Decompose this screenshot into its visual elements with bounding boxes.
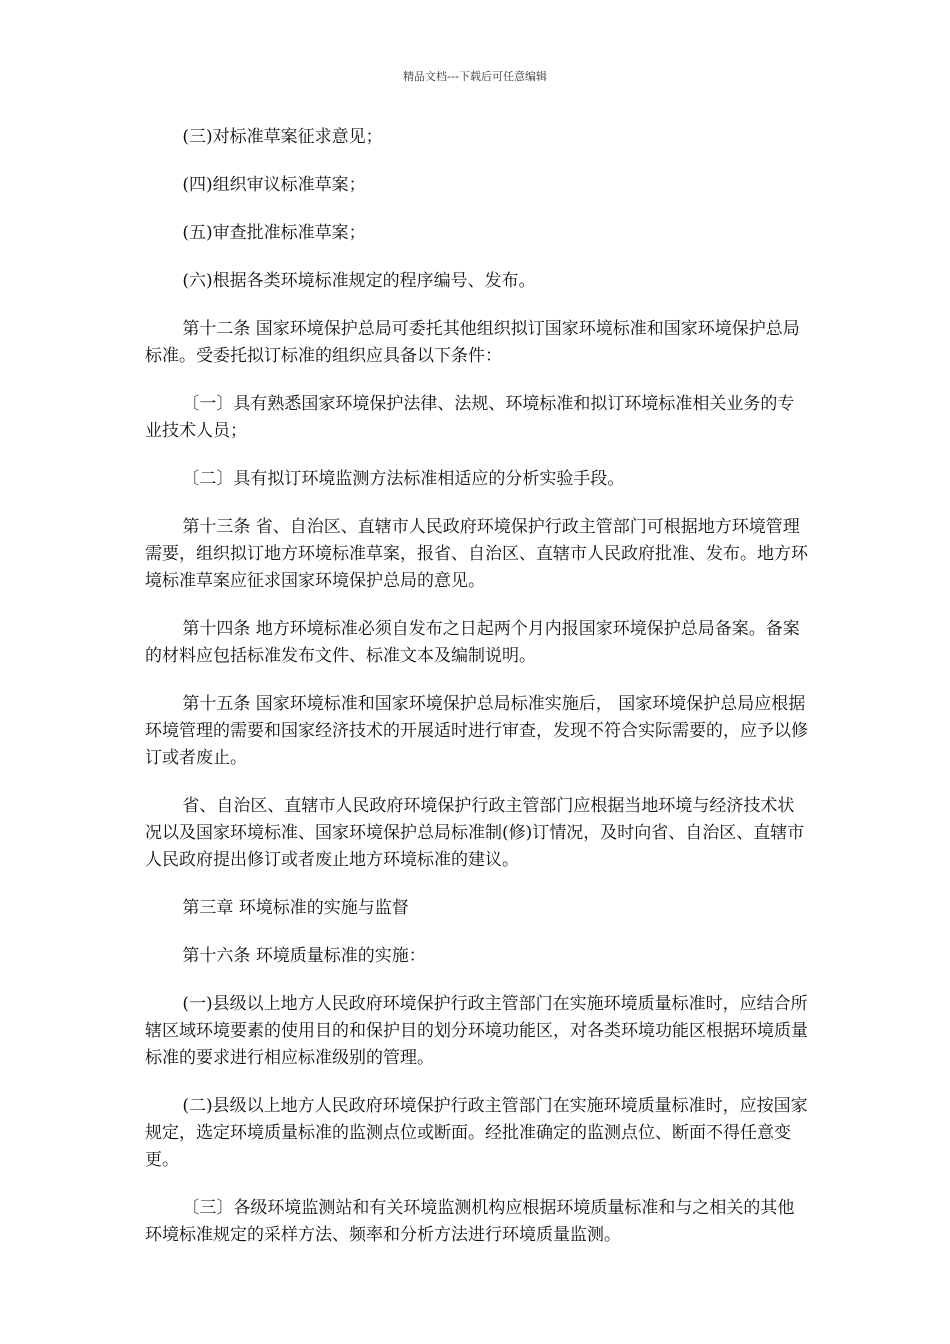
paragraph: (一)县级以上地方人民政府环境保护行政主管部门在实施环境质量标准时，应结合所辖区域环境要素的使用目的和保护目的划分环境功能区，对各类环境功能区根据环境质量标准的要求进行相应标准级别的管理。 [145, 994, 808, 1068]
page-header: 精品文档---下载后可任意编辑 [403, 70, 547, 83]
document-body [145, 124, 810, 1270]
paragraph: (六)根据各类环境标准规定的程序编号、发布。 [182, 271, 536, 291]
article-16: 第十六条 环境质量标准的实施： [182, 946, 426, 966]
chapter-heading: 第三章 环境标准的实施与监督 [182, 898, 409, 918]
paragraph: 〔二〕具有拟订环境监测方法标准相适应的分析实验手段。 [182, 469, 625, 489]
article-13: 第十三条 省、自治区、直辖市人民政府环境保护行政主管部门可根据地方环境管理需要，组织拟订地方环境标准草案，报省、自治区、直辖市人民政府批准、发布。地方环境标准草案应征求国家环境保护总局的意见。 [145, 517, 808, 591]
article-12: 第十二条 国家环境保护总局可委托其他组织拟订国家环境标准和国家环境保护总局标准。受委托拟订标准的组织应具备以下条件： [145, 319, 800, 366]
paragraph: (四)组织审议标准草案； [182, 175, 366, 195]
paragraph: 〔一〕具有熟悉国家环境保护法律、法规、环境标准和拟订环境标准相关业务的专业技术人员； [145, 394, 795, 441]
paragraph: (五)审查批准标准草案； [182, 223, 366, 243]
paragraph: 省、自治区、直辖市人民政府环境保护行政主管部门应根据当地环境与经济技术状况以及国家环境标准、国家环境保护总局标准制(修)订情况，及时向省、自治区、直辖市人民政府提出修订或者废止地方环境标准的建议。 [145, 796, 805, 870]
paragraph: (三)对标准草案征求意见； [182, 127, 383, 147]
article-15: 第十五条 国家环境标准和国家环境保护总局标准实施后， 国家环境保护总局应根据环境管理的需要和国家经济技术的开展适时进行审查，发现不符合实际需要的，应予以修订或者废止。 [145, 694, 808, 768]
article-14: 第十四条 地方环境标准必须自发布之日起两个月内报国家环境保护总局备案。备案的材料应包括标准发布文件、标准文本及编制说明。 [145, 619, 800, 666]
paragraph: (二)县级以上地方人民政府环境保护行政主管部门在实施环境质量标准时，应按国家规定，选定环境质量标准的监测点位或断面。经批准确定的监测点位、断面不得任意变更。 [145, 1096, 808, 1170]
paragraph: 〔三〕各级环境监测站和有关环境监测机构应根据环境质量标准和与之相关的其他环境标准规定的采样方法、频率和分析方法进行环境质量监测。 [145, 1198, 795, 1245]
